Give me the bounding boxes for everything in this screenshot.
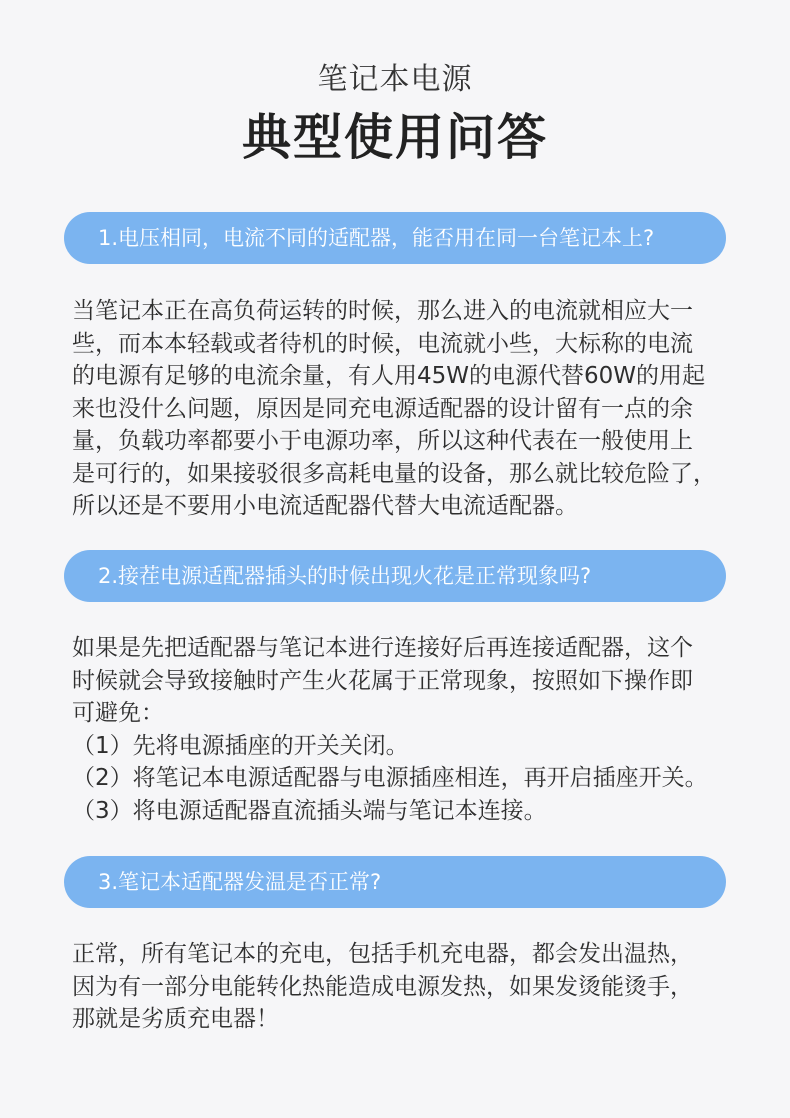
page-subtitle: 笔记本电源 bbox=[317, 62, 473, 97]
answer-line: 时候就会导致接触时产生火花属于正常现象，按照如下操作即 bbox=[72, 667, 693, 694]
answer-line: 量，负载功率都要小于电源功率，所以这种代表在一般使用上 bbox=[72, 428, 693, 454]
page-title: 典型使用问答 bbox=[241, 109, 548, 166]
answer-line: 可避免： bbox=[72, 700, 164, 726]
faq-answer-3 bbox=[72, 938, 722, 1036]
answer-line: 当笔记本正在高负荷运转的时候，那么进入的电流就相应大一 bbox=[72, 298, 693, 324]
answer-line: 些，而本本轻载或者待机的时候，电流就小些，大标称的电流 bbox=[72, 330, 693, 357]
answer-line: 是可行的，如果接驳很多高耗电量的设备，那么就比较危险了， bbox=[72, 460, 716, 487]
answer-line: 那就是劣质充电器！ bbox=[72, 1006, 279, 1032]
answer-step-1: （1）先将电源插座的开关关闭。 bbox=[72, 732, 409, 759]
answer-line: 正常，所有笔记本的充电，包括手机充电器，都会发出温热， bbox=[72, 941, 693, 967]
answer-step-3: （3）将电源适配器直流插头端与笔记本连接。 bbox=[72, 797, 547, 824]
faq-question-2: 2.接茬电源适配器插头的时候出现火花是正常现象吗? bbox=[64, 550, 726, 602]
answer-line: 的电源有足够的电流余量，有人用45W的电源代替60W的用起 bbox=[72, 363, 706, 389]
answer-line: 因为有一部分电能转化热能造成电源发热，如果发烫能烫手， bbox=[72, 973, 693, 1000]
faq-question-3: 3.笔记本适配器发温是否正常? bbox=[64, 856, 726, 908]
answer-step-2: （2）将笔记本电源适配器与电源插座相连，再开启插座开关。 bbox=[72, 765, 708, 791]
answer-line: 如果是先把适配器与笔记本进行连接好后再连接适配器，这个 bbox=[72, 635, 693, 661]
faq-answer-2 bbox=[72, 632, 722, 827]
faq-answer-1 bbox=[72, 295, 722, 523]
answer-line: 来也没什么问题，原因是同充电源适配器的设计留有一点的余 bbox=[72, 395, 693, 422]
answer-line: 所以还是不要用小电流适配器代替大电流适配器。 bbox=[72, 493, 578, 519]
faq-question-1: 1.电压相同，电流不同的适配器，能否用在同一台笔记本上? bbox=[64, 212, 726, 264]
